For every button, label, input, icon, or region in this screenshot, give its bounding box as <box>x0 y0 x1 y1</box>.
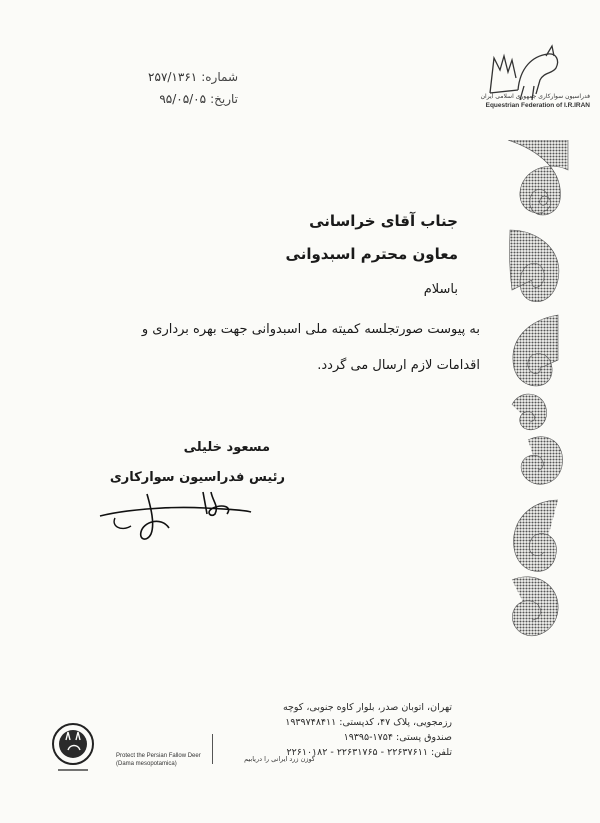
signer-title: رئیس فدراسیون سوارکاری <box>109 470 285 485</box>
greeting: باسلام <box>423 282 458 297</box>
body-line-1: به پیوست صورتجلسه کمیته ملی اسبدوانی جهت بهره برداری و <box>141 322 480 337</box>
fallow-deer-slogan-fa: گوزن زرد ایرانی را دریابیم <box>244 755 315 763</box>
signer-name: مسعود خلیلی <box>183 440 270 455</box>
addressee-line-1: جناب آقای خراسانی <box>309 212 458 230</box>
letter-number-value: ۲۵۷/۱۳۶۱ <box>148 70 198 84</box>
body-line-2: اقدامات لازم ارسال می گردد. <box>317 358 480 373</box>
letter-date-value: ۹۵/۰۵/۰۵ <box>159 92 207 106</box>
letter-number-label: شماره: <box>201 70 238 84</box>
footer-contact <box>222 700 452 760</box>
persian-fallow-deer-emblem-icon <box>50 720 96 780</box>
handwritten-signature-icon <box>95 488 255 548</box>
footer-pobox: صندوق پستی: ۱۷۵۴-۱۹۳۹۵ <box>343 732 452 743</box>
slogan-en-line-2: (Dama mesopotamica) <box>116 761 177 767</box>
federation-logo-label <box>440 92 590 110</box>
footer-divider <box>212 734 213 764</box>
addressee-block <box>158 205 458 271</box>
footer-postal: رزمجویی، پلاک ۴۷، کدپستی: ۱۹۳۹۷۴۸۴۱۱ <box>285 717 452 728</box>
letter-meta <box>88 70 238 114</box>
footer-address: تهران، اتوبان صدر، بلوار کاوه جنوبی، کوچه <box>282 702 452 713</box>
slogan-en-line: Protect the Persian Fallow Deer <box>116 753 201 759</box>
letter-date-row <box>88 92 238 114</box>
ornament-border-icon <box>498 140 570 650</box>
federation-name-en: Equestrian Federation of I.R.IRAN <box>485 102 590 109</box>
horse-logo-icon <box>460 38 580 128</box>
letter-number-row <box>88 70 238 92</box>
footer-phone: تلفن: ۲۲۶۳۷۶۱۱ - ۲۲۶۳۱۷۶۵ - ۲۲۶۱۰۱۸۲ <box>286 747 452 758</box>
addressee-line-2: معاون محترم اسبدوانی <box>285 245 458 263</box>
letter-body <box>100 312 480 384</box>
letter-date-label: تاریخ: <box>210 92 238 106</box>
federation-name-fa: فدراسیون سوارکاری جمهوری اسلامی ایران <box>480 93 590 100</box>
fallow-deer-slogan-en <box>116 752 212 768</box>
